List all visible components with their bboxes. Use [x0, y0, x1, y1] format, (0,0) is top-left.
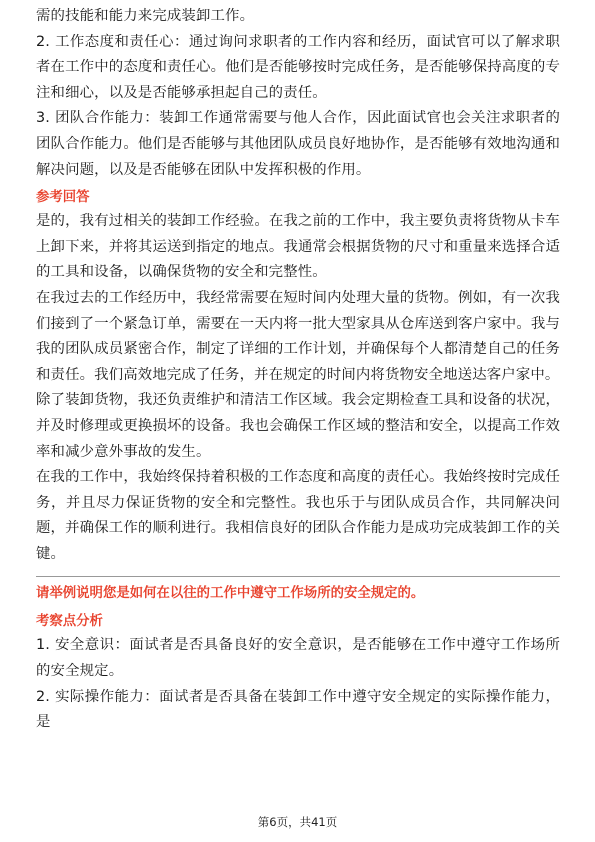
- question-heading: 请举例说明您是如何在以往的工作中遵守工作场所的安全规定的。: [36, 586, 425, 602]
- analysis-heading: 考察点分析: [36, 614, 103, 630]
- reference-paragraph-4: 在我的工作中，我始终保持着积极的工作态度和高度的责任心。我始终按时完成任务，并且尽力保证货物的安全和完整性。我也乐于与团队成员合作，共同解决问题，并确保工作的顺利进行。我相信良好的团队合作能力是成功完成装卸工作的关键。: [36, 469, 560, 562]
- document-page: [36, 4, 560, 736]
- analysis-paragraph-2: 2. 实际操作能力：面试者是否具备在装卸工作中遵守安全规定的实际操作能力，是: [36, 688, 560, 731]
- paragraph-teamwork: 3. 团队合作能力：装卸工作通常需要与他人合作，因此面试官也会关注求职者的团队合作能力。他们是否能够与其他团队成员良好地协作，是否能够有效地沟通和解决问题，以及是否能够在团队中发挥积极的作用。: [36, 110, 560, 178]
- reference-paragraph-3: 除了装卸货物，我还负责维护和清洁工作区域。我会定期检查工具和设备的状况，并及时修理或更换损坏的设备。我也会确保工作区域的整洁和安全，以提高工作效率和减少意外事故的发生。: [36, 392, 560, 460]
- page-number-footer: 第6页，共41页: [257, 815, 338, 829]
- analysis-paragraph-1: 1. 安全意识：面试者是否具备良好的安全意识，是否能够在工作中遵守工作场所的安全规定。: [36, 637, 560, 680]
- paragraph-work-attitude: 2. 工作态度和责任心：通过询问求职者的工作内容和经历，面试官可以了解求职者在工作中的态度和责任心。他们是否能够按时完成任务，是否能够保持高度的专注和细心，以及是否能够承担起自己的责任。: [36, 33, 560, 101]
- reference-paragraph-1: 是的，我有过相关的装卸工作经验。在我之前的工作中，我主要负责将货物从卡车上卸下来，并将其运送到指定的地点。我通常会根据货物的尺寸和重量来选择合适的工具和设备，以确保货物的安全和完整性。: [36, 213, 560, 281]
- reference-answer-heading: 参考回答: [36, 190, 90, 206]
- reference-paragraph-2: 在我过去的工作经历中，我经常需要在短时间内处理大量的货物。例如，有一次我们接到了一个紧急订单，需要在一天内将一批大型家具从仓库送到客户家中。我与我的团队成员紧密合作，制定了详细的工作计划，并确保每个人都清楚自己的任务和责任。我们高效地完成了任务，并在规定的时间内将货物安全地送达客户家中。: [36, 289, 560, 383]
- paragraph-skills-end: 需的技能和能力来完成装卸工作。: [36, 8, 255, 24]
- section-divider: [36, 576, 560, 577]
